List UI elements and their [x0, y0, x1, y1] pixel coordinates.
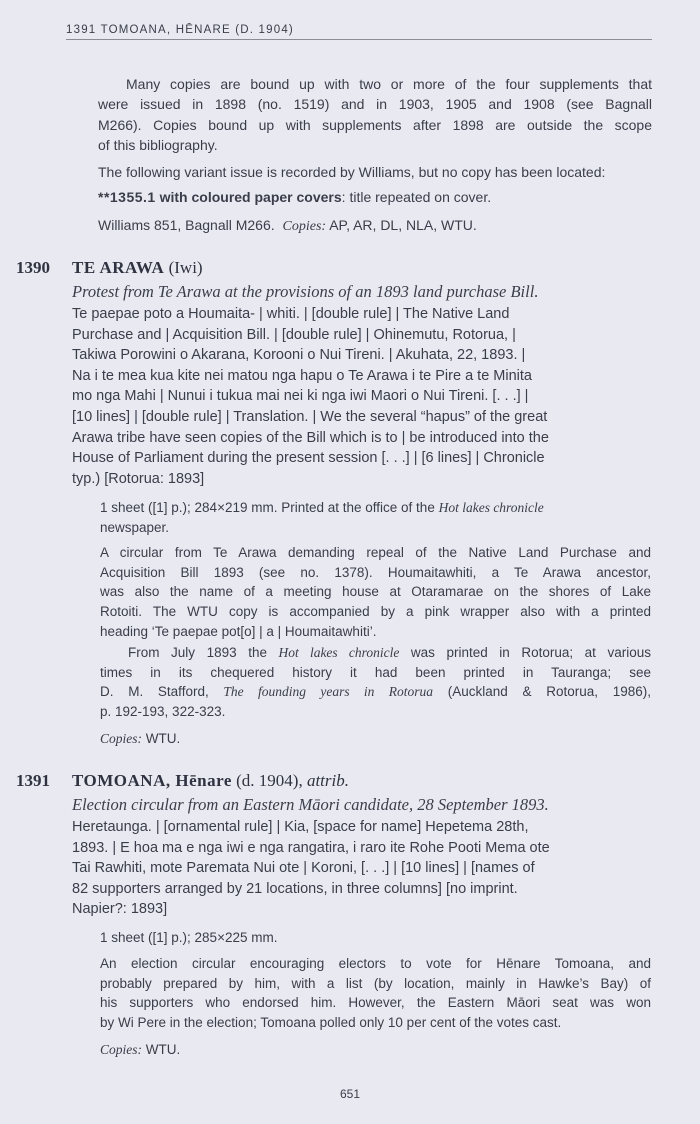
variant-rest: : title repeated on cover.	[341, 189, 492, 205]
copies-label: Copies:	[100, 731, 142, 746]
prev-note-line: Many copies are bound up with two or more of the four supplements that	[126, 76, 652, 92]
heading-attrib: attrib.	[306, 771, 349, 790]
collation-text: newspaper.	[100, 519, 170, 535]
note-text: D. M. Stafford,	[100, 684, 224, 700]
entry-note-2	[100, 643, 651, 722]
tp-line: Heretaunga. | [ornamental rule] | Kia, [space for name] Hepetema 28th,	[72, 819, 529, 835]
entry-number: 1391	[16, 771, 50, 790]
tp-line: 1893. | E hoa ma e nga iwi e nga rangatira, i raro ite Rohe Pooti Mema ote	[72, 839, 550, 856]
prev-refs	[98, 215, 477, 237]
note-line: his supporters who endorsed him. However, the Eastern Māori seat was won	[100, 995, 651, 1011]
variant-intro: The following variant issue is recorded by Williams, but no copy has been located:	[98, 164, 606, 180]
tp-line: Tai Rawhiti, mote Paremata Nui ote | Koroni, [. . .] | [10 lines] | [names of	[72, 860, 535, 877]
tp-line: [10 lines] | [double rule] | Translation. | We the several “hapus” of the great	[72, 408, 548, 425]
prev-note-line: were issued in 1898 (no. 1519) and in 1903, 1905 and 1908 (see Bagnall	[98, 96, 652, 113]
title-page-transcription	[72, 304, 549, 489]
tp-line: Takiwa Porowini o Akarana, Korooni o Nui Tireni. | Akuhata, 22, 1893. |	[72, 347, 526, 364]
copies-label: Copies:	[100, 1042, 142, 1057]
heading-qualifier: (d. 1904),	[231, 771, 307, 790]
prev-entry-note	[98, 74, 652, 155]
note-text: was printed in Rotorua; at various	[399, 645, 652, 660]
collation	[100, 498, 544, 537]
tp-line: Arawa tribe have seen copies of the Bill which is to | be introduced into the	[72, 429, 549, 446]
note-line: by Wi Pere in the election; Tomoana polled only 10 per cent of the votes cast.	[100, 1015, 562, 1031]
copies-list: WTU.	[142, 1042, 181, 1057]
note-line: Rotoiti. The WTU copy is accompanied by a pink wrapper also with a printed	[100, 604, 651, 620]
note-line: heading ‘Te paepae pot[o] | a | Houmaitawhiti’.	[100, 623, 377, 639]
page-number: 651	[339, 1087, 361, 1101]
tp-line: 82 supporters arranged by 21 locations, in three columns] [no imprint.	[72, 880, 518, 897]
variant-id: **1355.1	[98, 189, 156, 205]
tp-line: Purchase and | Acquisition Bill. | [double rule] | Ohinemutu, Rotorua, |	[72, 326, 516, 343]
variant-title: with coloured paper covers	[159, 189, 342, 205]
note-line: was also the name of a meeting house at Otaramarae on the shores of Lake	[100, 584, 651, 600]
heading-name: TE ARAWA	[72, 258, 165, 277]
copies-list: WTU.	[142, 731, 181, 746]
newspaper-title: Hot lakes chronicle	[438, 500, 544, 515]
tp-line: typ.) [Rotorua: 1893]	[72, 470, 205, 487]
note-line: probably prepared by him, with a list (by location, mainly in Hawke’s Bay) of	[100, 975, 651, 991]
tp-line: Te paepae poto a Houmaita- | whiti. | [double rule] | The Native Land	[72, 306, 510, 322]
heading-name: TOMOANA, Hēnare	[72, 771, 232, 790]
copies-label: Copies:	[282, 219, 327, 234]
title-page-transcription	[72, 817, 550, 920]
note-line: p. 192-193, 322-323.	[100, 704, 226, 720]
entry-title: Election circular from an Eastern Māori candidate, 28 September 1893.	[72, 795, 549, 814]
note-line: times in its chequered history it had been printed in Tauranga; see	[100, 664, 651, 680]
prev-note-line: M266). Copies bound up with supplements after 1898 are outside the scope	[98, 116, 652, 133]
copies-list: AP, AR, DL, NLA, WTU.	[326, 217, 477, 233]
tp-line: House of Parliament during the present session [. . .] | [6 lines] | Chronicle	[72, 450, 545, 467]
note-line: A circular from Te Arawa demanding repeal of the Native Land Purchase and	[100, 545, 651, 560]
refs-text: Williams 851, Bagnall M266.	[98, 217, 275, 233]
note-text: (Auckland & Rotorua, 1986),	[433, 684, 651, 700]
variant-issue	[98, 187, 658, 207]
copies	[100, 729, 180, 749]
entry-number: 1390	[16, 258, 50, 277]
tp-line: mo nga Mahi | Nunui i tukua mai nei ki nga iwi Maori o Nui Tireni. [. . .] |	[72, 388, 529, 405]
note-text: From July 1893 the	[128, 645, 279, 660]
newspaper-title: Hot lakes chronicle	[278, 645, 400, 660]
note-line: Acquisition Bill 1893 (see no. 1378). Houmaitawhiti, a Te Arawa ancestor,	[100, 564, 651, 580]
entry-heading	[72, 258, 203, 278]
collation: 1 sheet ([1] p.); 285×225 mm.	[100, 930, 278, 945]
tp-line: Napier?: 1893]	[72, 901, 168, 918]
heading-qualifier: (Iwi)	[164, 258, 203, 277]
prev-note-line: of this bibliography.	[98, 136, 218, 153]
copies	[100, 1040, 180, 1060]
entry-note	[100, 954, 651, 1033]
running-head: 1391 TOMOANA, HĒNARE (D. 1904)	[66, 24, 652, 40]
book-title: The founding years in Rotorua	[223, 684, 434, 700]
note-line: An election circular encouraging electors to vote for Hēnare Tomoana, and	[100, 956, 651, 971]
collation-text: 1 sheet ([1] p.); 284×219 mm. Printed at the office of the	[100, 500, 439, 515]
entry-title: Protest from Te Arawa at the provisions of an 1893 land purchase Bill.	[72, 282, 539, 301]
entry-heading	[72, 771, 349, 791]
entry-note	[100, 543, 651, 642]
tp-line: Na i te mea kua kite nei matou nga hapu o Te Arawa i te Pire a te Minita	[72, 367, 532, 384]
